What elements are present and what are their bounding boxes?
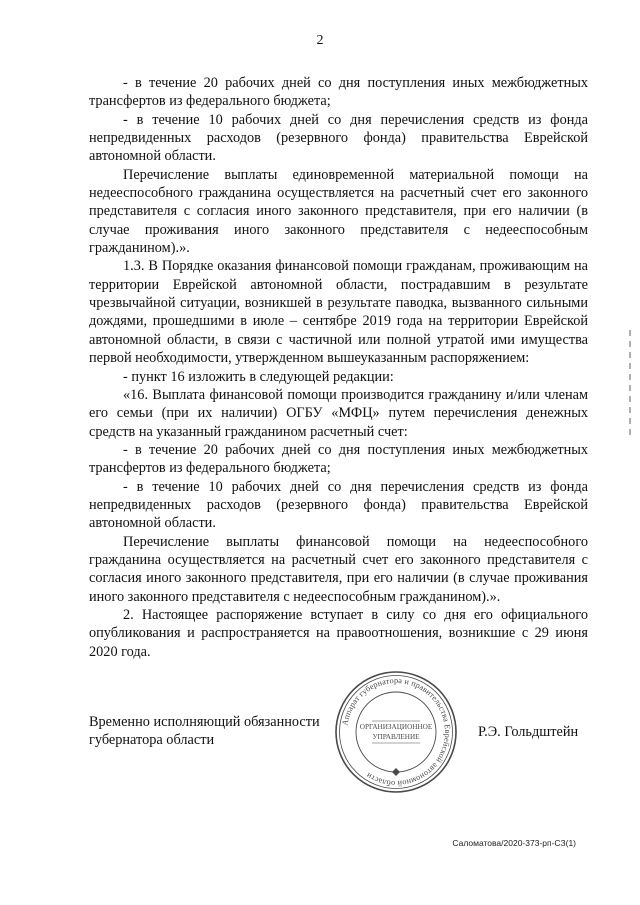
paragraph: 2. Настоящее распоряжение вступает в силу со дня его официального опубликования и распространяется на правоотношения, возникшие с 29 июня 2020 года. bbox=[89, 606, 588, 660]
signatory-title-line: губернатора области bbox=[89, 732, 215, 749]
document-body bbox=[89, 74, 588, 661]
paragraph: «16. Выплата финансовой помощи производится гражданину и/или членам его семьи (при их наличии) ОГБУ «МФЦ» путем перечисления денежных средств на указанный гражданином расчетный счет: bbox=[89, 386, 588, 440]
signatory-title-line: Временно исполняющий обязанности bbox=[89, 714, 320, 730]
official-seal bbox=[332, 668, 460, 796]
paragraph: Перечисление выплаты единовременной материальной помощи на недееспособного гражданина осуществляется на расчетный счет его законного представителя с согласия иного законного представителя, при его наличии (в случае проживания иного законного представителя с недееспособным гражданином).». bbox=[89, 166, 588, 257]
paragraph: - в течение 10 рабочих дней со дня перечисления средств из фонда непредвиденных расходов (резервного фонда) правительства Еврейской автономной области. bbox=[89, 111, 588, 165]
signatory-title bbox=[89, 713, 320, 750]
scan-edge-mark bbox=[629, 330, 631, 440]
seal-inner-text: УПРАВЛЕНИЕ bbox=[372, 733, 420, 741]
paragraph: 1.3. В Порядке оказания финансовой помощи гражданам, проживающим на территории Еврейской автономной области, пострадавшим в результате чрезвычайной ситуации, возникшей в результате паводка, вызванного сильными дождями, прошедшими в июле – сентябре 2019 года на территории Еврейской автономной области, в связи с частичной или полной утратой ими имущества первой необходимости, утвержденном вышеуказанным распоряжением: bbox=[89, 258, 588, 367]
paragraph: - в течение 20 рабочих дней со дня поступления иных межбюджетных трансфертов из федерального бюджета; bbox=[89, 441, 588, 477]
seal-star-icon bbox=[392, 768, 400, 776]
signatory-name: Р.Э. Гольдштейн bbox=[478, 724, 579, 740]
paragraph: Перечисление выплаты финансовой помощи на недееспособного гражданина осуществляется на расчетный счет его законного представителя с согласия иного законного представителя, при его наличии (в случае проживания иного законного представителя с недееспособным гражданином).». bbox=[89, 533, 588, 605]
paragraph: - пункт 16 изложить в следующей редакции: bbox=[123, 368, 394, 385]
seal-outer-text: Аппарат губернатора и правительства Еврейской автономной области bbox=[340, 675, 453, 789]
page-number: 2 bbox=[316, 33, 324, 48]
paragraph: - в течение 20 рабочих дней со дня поступления иных межбюджетных трансфертов из федерального бюджета; bbox=[89, 75, 588, 110]
paragraph: - в течение 10 рабочих дней со дня перечисления средств из фонда непредвиденных расходов (резервного фонда) правительства Еврейской автономной области. bbox=[89, 478, 588, 532]
seal-inner-text: ОРГАНИЗАЦИОННОЕ bbox=[359, 723, 433, 731]
document-code: Саломатова/2020-373-рп-СЗ(1) bbox=[452, 838, 576, 848]
